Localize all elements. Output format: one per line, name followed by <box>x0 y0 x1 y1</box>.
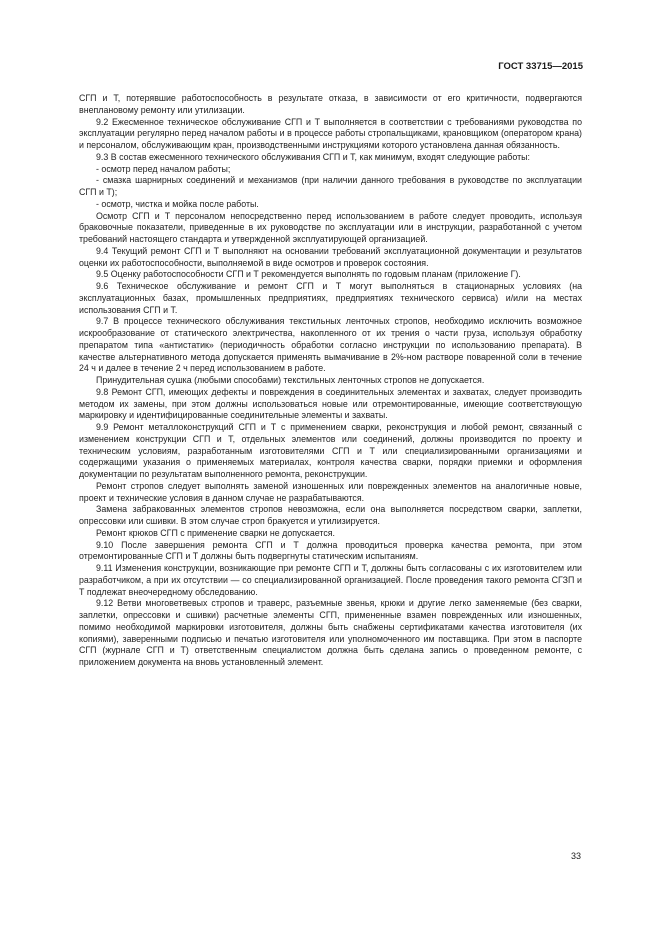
paragraph: 9.8 Ремонт СГП, имеющих дефекты и повреждения в соединительных элементах и захватах, следует производить методом их замены, при этом должны использоваться новые или отремонтированные, имеющие соответствующую маркировку и идентифицированные соединительные элементы и захваты. <box>79 386 582 421</box>
list-item: - смазка шарнирных соединений и механизмов (при наличии данного требования в руководстве по эксплуатации СГП и Т); <box>79 175 582 197</box>
paragraph: 9.6 Техническое обслуживание и ремонт СГП и Т могут выполняться в стационарных условиях (на эксплуатационных базах, промышленных предприятиях, предприятиях технического сервиса) и/или на местах использования СГП и Т. <box>79 281 582 315</box>
paragraph: 9.9 Ремонт металлоконструкций СГП и Т с применением сварки, реконструкция и любой ремонт, связанный с изменением конструкции СГП и Т, отдельных элементов или соединений, должны производится по проекту и техническим условиям, разработанным изготовителями СГП и Т или специализированными организациями и содержащими указания о применяемых материалах, контроля качества сварки, порядки приемки и оформления документации по результатам выполненного ремонта, реконструкции. <box>79 422 582 479</box>
list-item: - осмотр перед началом работы; <box>96 163 231 174</box>
paragraph: 9.12 Ветви многоветвевых стропов и траверс, разъемные звенья, крюки и другие легко заменяемые (без сварки, заплетки, опрессовки и сшивки) расчетные элементы СГП, примененные взамен поврежденных или изношенных, помимо необходимой маркировки изготовителя, должны быть снабжены сертификатами качества изготовителя (их копиями), заверенными подписью и печатью изготовителя или уполномоченного им поставщика. При этом в паспорте СГП (журнале СГП и Т) ответственным специалистом должна быть сделана запись о проведенном ремонте, с приложением документа на вновь установленный элемент. <box>79 598 582 667</box>
paragraph: 9.3 В состав ежесменного технического обслуживания СГП и Т, как минимум, входят следующие работы: <box>96 151 530 162</box>
page-number: 33 <box>570 851 581 861</box>
paragraph: 9.4 Текущий ремонт СГП и Т выполняют на основании требований эксплуатационной документации и результатов оценки их работоспособности, выполняемой в виде осмотров и проверок состояния. <box>79 245 582 268</box>
paragraph: Ремонт стропов следует выполнять заменой изношенных или поврежденных элементов на аналогичные новые, проект и технические условия в данном случае не разрабатываются. <box>79 480 582 503</box>
paragraph: Принудительная сушка (любыми способами) текстильных ленточных стропов не допускается. <box>96 375 485 385</box>
paragraph: 9.11 Изменения конструкции, возникающие при ремонте СГП и Т, должны быть согласованы с их изготовителем или разработчиком, а при их отсутствии — со специализированной организацией. После проведения такого ремонта СГЗП и Т подлежат внеочередному обследованию. <box>79 563 582 597</box>
body-text <box>79 93 582 669</box>
paragraph: 9.5 Оценку работоспособности СГП и Т рекомендуется выполнять по годовым планам (приложение Г). <box>96 269 521 280</box>
paragraph: 9.2 Ежесменное техническое обслуживание СГП и Т выполняется в соответствии с требованиями руководства по эксплуатации регулярно перед началом работы и в процессе работы стропальщиками, крановщиком (оператором крана) и персоналом, обслуживающим кран, производственными инструкциями которого установлена данная обязанность. <box>79 116 582 150</box>
paragraph: Ремонт крюков СГП с применение сварки не допускается. <box>96 527 336 538</box>
paragraph: 9.10 После завершения ремонта СГП и Т должна проводиться проверка качества ремонта, при этом отремонтированные СГП и Т должны быть подвергнуты статическим испытаниям. <box>79 539 582 562</box>
paragraph: Осмотр СГП и Т персоналом непосредственно перед использованием в работе следует проводить, используя браковочные показатели, приведенные в их руководстве по эксплуатации или в инструкции, разработанной с учетом требований настоящего стандарта и утвержденной эксплуатирующей организацией. <box>79 210 582 244</box>
standard-header: ГОСТ 33715—2015 <box>498 61 583 72</box>
paragraph: Замена забракованных элементов стропов невозможна, если она выполняется посредством сварки, заплетки, опрессовки или сшивки. В этом случае строп бракуется и утилизируется. <box>79 504 582 526</box>
paragraph: СГП и Т, потерявшие работоспособность в результате отказа, в зависимости от его критичности, подвергаются внеплановому ремонту или утилизации. <box>79 93 582 115</box>
list-item: - осмотр, чистка и мойка после работы. <box>96 198 259 209</box>
paragraph: 9.7 В процессе технического обслуживания текстильных ленточных стропов, необходимо исключить возможное искрообразование от статического электричества, накопленного от их трения о части груза, используя обработку препаратом типа «антистатик» (периодичность обработки согласно инструкции по использованию препарата). В качестве альтернативного метода допускается применять вымачивание в 2%-ном растворе поваренной соли в течение 24 ч и далее в течение 2 ч перед использованием в работе. <box>79 316 582 374</box>
